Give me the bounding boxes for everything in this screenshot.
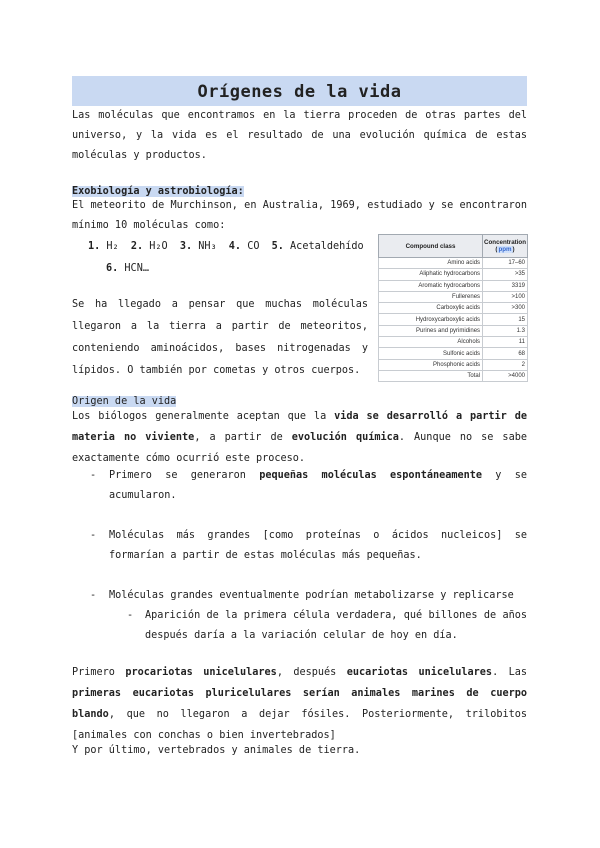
text-bold: vida se desarrolló a partir de materia no viviente [72,411,527,443]
list-number: 4. [228,241,242,252]
compound-name: Aliphatic hydrocarbons [379,269,483,280]
list-number: 5. [271,241,284,252]
table-row [379,258,528,269]
text-run: Los biólogos generalmente aceptan que la [72,411,335,422]
compound-name: Total [379,370,483,381]
table-row [379,325,528,336]
list-item: H₂O [149,241,168,252]
compound-value: 1.3 [483,325,528,336]
page-title: Orígenes de la vida [72,76,527,106]
text-run: , después [276,667,347,678]
text-bold: primeras eucariotas pluricelulares serían animales marines de cuerpo blando [72,688,527,720]
list-item [90,586,527,606]
text-bold: procariotas unicelulares [125,667,277,678]
list-number: 6. [106,263,119,274]
text-run: . Aunque no se sabe exactamente cómo ocurrió este proceso. [72,432,527,464]
list-item: HCN… [124,263,149,274]
intro-paragraph: Las moléculas que encontramos en la tierra proceden de otras partes del universo, y la vida es el resultado de una evolución química de estas moléculas y productos. [72,110,527,161]
dash-bullet: - [127,610,134,621]
text-bold: evolución química [291,432,399,443]
compound-name: Alcohols [379,337,483,348]
col-concentration: Concentration ppm) [483,235,528,258]
table-row [379,348,528,359]
compound-name: Phosphonic acids [379,359,483,370]
section2-heading-text: Origen de la vida [72,396,177,407]
molecule-list [88,236,378,280]
table-row [379,303,528,314]
text-run: , que no llegaron a dejar fósiles. Posteriormente, trilobitos [animales con conchas o bien invertebrados] [72,709,527,741]
compound-table-header [379,235,528,258]
ppm-link[interactable]: ppm [498,246,512,253]
text-run: Primero se generaron [109,470,260,481]
table-row [379,337,528,348]
table-row [379,269,528,280]
compound-name: Hydroxycarboxylic acids [379,314,483,325]
table-row [379,280,528,291]
compound-value: 2 [483,359,528,370]
meteor-paragraph: Se ha llegado a pensar que muchas moléculas llegaron a la tierra a partir de meteoritos, conteniendo aminoácidos, bases nitrogenadas y lípidos. O también por cometas y otros cuerpos. [72,299,368,376]
compound-value: >100 [483,291,528,302]
list-item [90,466,527,506]
table-row [379,370,528,381]
compound-table [378,234,528,382]
text-bold: eucariotas unicelulares [346,667,493,678]
bullet-text [109,466,527,506]
molecule-list-row-2 [88,258,378,280]
compound-value: 15 [483,314,528,325]
dash-bullet: - [90,530,97,541]
text-run: , a partir de [194,432,292,443]
section2-paragraph [72,406,527,469]
list-item [90,526,527,566]
molecule-list-row-1 [88,236,378,258]
col-concentration-label: Concentration [484,239,526,246]
table-row [379,359,528,370]
compound-value: >4000 [483,370,528,381]
table-row [379,314,528,325]
list-number: 3. [179,241,193,252]
compound-name: Sulfonic acids [379,348,483,359]
compound-value: >35 [483,269,528,280]
compound-value: >300 [483,303,528,314]
section1-text: El meteorito de Murchinson, en Australia, 1969, estudiado y se encontraron mínimo 10 moléculas como: [72,200,527,231]
col-compound-class: Compound class [379,235,483,258]
text-run: y se acumularon. [109,470,527,501]
list-item [127,606,527,646]
dash-bullet: - [90,590,97,601]
section1-heading-text: Exobiología y astrobiología: [72,186,244,197]
list-item: Acetaldehído [290,241,364,252]
final-line: Y por último, vertebrados y animales de tierra. [72,745,361,756]
list-item: CO [247,241,260,252]
bullet-text: Moléculas grandes eventualmente podrían metabolizarse y replicarse [109,590,514,601]
text-bold: pequeñas moléculas espontáneamente [259,470,483,481]
compound-name: Aromatic hydrocarbons [379,280,483,291]
text-run: Primero [72,667,126,678]
compound-name: Carboxylic acids [379,303,483,314]
dash-bullet: - [90,470,97,481]
compound-name: Purines and pyrimidines [379,325,483,336]
compound-table-body [379,258,528,382]
list-number: 2. [130,241,144,252]
table-row [379,291,528,302]
compound-name: Fullerenes [379,291,483,302]
compound-value: 3319 [483,280,528,291]
text-run: . Las [492,667,528,678]
compound-name: Amino acids [379,258,483,269]
final-paragraph [72,662,527,746]
compound-value: 11 [483,337,528,348]
bullet-text: Moléculas más grandes [como proteínas o ácidos nucleicos] se formarían a partir de estas moléculas más pequeñas. [109,530,527,561]
list-number: 1. [88,241,101,252]
list-item: NH₃ [198,241,217,252]
sub-bullet-text: Aparición de la primera célula verdadera, qué billones de años después daría a la variación celular de hoy en día. [145,610,527,641]
compound-value: 68 [483,348,528,359]
list-item: H₂ [106,241,119,252]
compound-value: 17–60 [483,258,528,269]
